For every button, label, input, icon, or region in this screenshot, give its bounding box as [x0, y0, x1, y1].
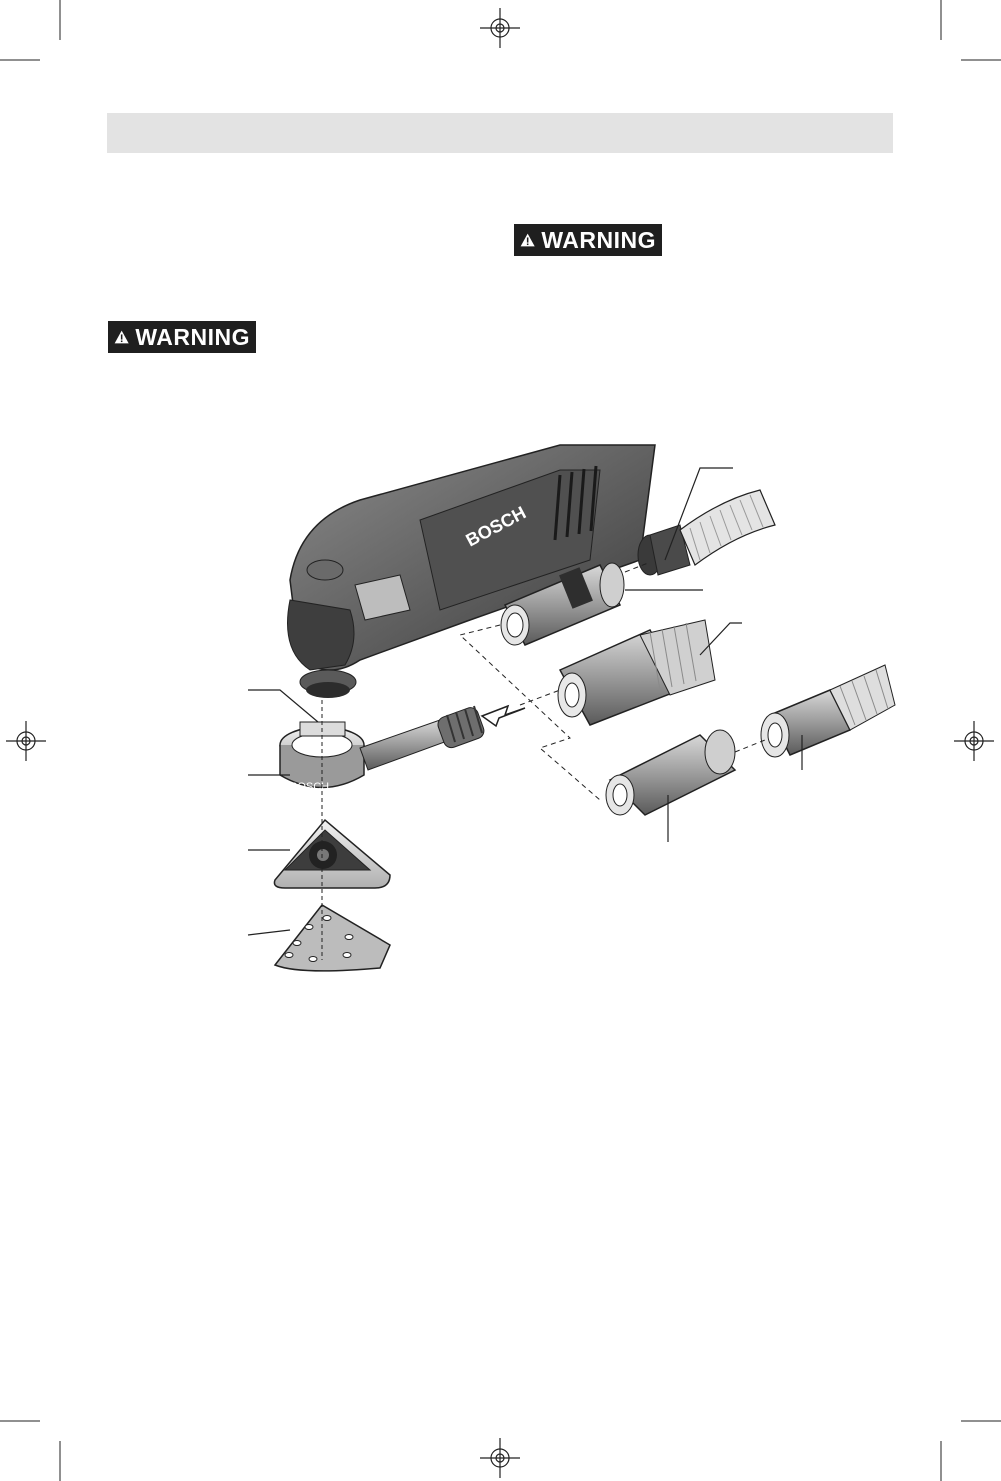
warning-triangle-icon — [114, 326, 129, 348]
warning-label-left — [108, 321, 256, 353]
dust-collector-attachment — [280, 705, 486, 793]
registration-mark-left — [4, 719, 48, 763]
tool-brand-logo: BOSCH — [462, 502, 530, 551]
sanding-pad — [274, 820, 390, 888]
warning-triangle-icon — [520, 229, 535, 251]
registration-mark-bottom — [478, 1436, 522, 1480]
registration-mark-top — [478, 6, 522, 50]
hose-adapter — [606, 730, 735, 815]
warning-text: WARNING — [541, 226, 656, 253]
vacuum-hose — [680, 490, 775, 565]
collector-brand-logo: BOSCH — [290, 781, 330, 793]
warning-label-right — [514, 224, 662, 256]
hose-end — [558, 620, 715, 725]
warning-text: WARNING — [135, 323, 250, 350]
right-hose-end — [761, 665, 895, 757]
exploded-view-illustration — [200, 440, 920, 980]
sanding-sheet — [275, 905, 390, 971]
section-header-band — [107, 113, 893, 153]
insert-arrow — [482, 706, 525, 726]
registration-mark-right — [952, 719, 996, 763]
